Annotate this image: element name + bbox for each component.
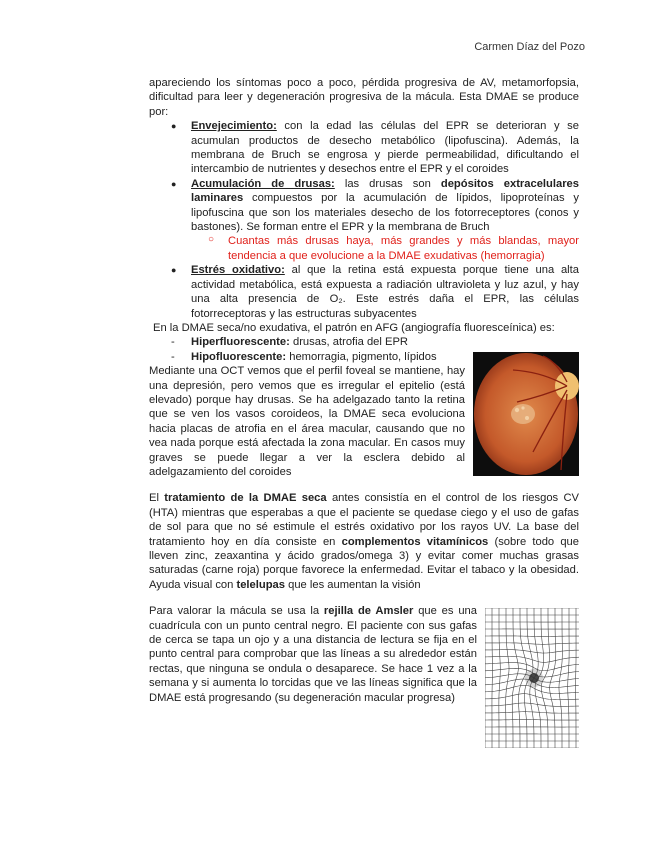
afg-intro: En la DMAE seca/no exudativa, el patrón en AFG (angiografía fluoresceínica) es:	[153, 321, 555, 334]
cause-text: las drusas son	[334, 177, 441, 190]
treatment-paragraph	[149, 491, 579, 592]
cause-drusen	[149, 177, 579, 263]
treatment-bold: tratamiento de la DMAE seca	[164, 492, 327, 505]
cause-bold: depósitos extracelulares laminares	[191, 177, 580, 205]
afg-item	[149, 350, 579, 364]
intro-paragraph: apareciendo los síntomas poco a poco, pérdida progresiva de AV, metamorfopsia, dificultad para leer y degeneración progresiva de la mácula. Esta DMAE se produce por:	[149, 77, 579, 118]
afg-list	[149, 335, 579, 349]
oct-paragraph: Mediante una OCT vemos que el perfil foveal se mantiene, hay una depresión, pero vemos que es irregular el epitelio (está elevado) porque hay drusas. Se ha adelgazado tanto la retina que se ven los vasos coroideos, la DMAE seca evoluciona hacia placas de atrofia en el área macular, causando que no vea nada porque está afectada la zona macular. En casos muy graves se puede llegar a ver la esclera debido al adelgazamiento del coroides	[149, 365, 465, 478]
cause-oxidative	[149, 263, 579, 321]
cause-text: compuestos por la acumulación de lípidos, lipoproteínas y lipofuscina que son los materiales desecho de los fotorreceptores (conos y bastones). Se forman entre el EPR y la membrana de Bruch	[191, 192, 579, 234]
document-body	[149, 76, 579, 748]
afg-item-bold: Hiperfluorescente:	[191, 336, 290, 349]
afg-item-bold: Hipofluorescente:	[191, 350, 287, 363]
drusen-sublist	[191, 234, 579, 263]
cause-aging	[149, 119, 579, 177]
cause-text: con la edad las células del EPR se deterioran y se acumulan productos de desecho metabólico (lipofuscina). Además, la membrana de Bruch se engrosa y pierde permeabilidad, dificultando el intercambio de nutrientes y desechos entre el EPR y el coroides	[191, 120, 579, 176]
afg-item	[149, 335, 579, 349]
afg-item-text: drusas, atrofia del EPR	[289, 336, 409, 349]
amsler-text: que es una cuadrícula con un punto central negro. El paciente con sus gafas de cerca se tapa un ojo y a una distancia de lectura se fija en el punto central para comprobar que las líneas a su alrededor están rectas, que ninguna se ondula o desaparece. Se hace 1 vez a la semana y si aumenta lo torcidas que ve las líneas significa que la DMAE está progresando (su degeneración macular progresa)	[149, 605, 477, 704]
afg-list-continued	[149, 350, 579, 364]
treatment-text: (sobre todo que lleven zinc, zeaxantina y ácido grados/omega 3) y evitar comer muchas grasas saturadas (carne roja) porque favorece la enfermedad. Evitar el tabaco y la obesidad. Ayuda visual con	[149, 535, 579, 591]
amsler-bold: rejilla de Amsler	[323, 605, 414, 618]
treatment-text: que les aumentan la visión	[284, 578, 421, 591]
fundus-photo	[473, 352, 579, 476]
cause-text: al que la retina está expuesta porque tiene una alta actividad metabólica, está expuesta a radiación ultravioleta y luz azul, y hay una alta presencia de O₂. Este estrés daña el EPR, las células fotorreceptoras y las estructuras subyacentes	[191, 264, 580, 320]
treatment-text: El	[149, 492, 165, 505]
treatment-bold: complementos vitamínicos	[341, 535, 489, 548]
afg-item-text: hemorragia, pigmento, lípidos	[286, 350, 437, 363]
treatment-text: antes consistía en el control de los riesgos CV (HTA) mientras que esperabas a que el paciente se quedase ciego y el uso de gafas de sol para que no sé estimule el estrés oxidativo por los rayos UV. La base del tratamiento hoy en día consiste en	[149, 492, 580, 548]
drusen-note: ○ Cuantas más drusas haya, más grandes y más blandas, mayor tendencia a que evolucione a la DMAE exudativas (hemorragia)	[191, 234, 579, 263]
causes-list	[149, 119, 579, 321]
amsler-text: Para valorar la mácula se usa la	[149, 605, 324, 618]
cause-title: Estrés oxidativo:	[191, 264, 285, 277]
cause-title: Acumulación de drusas:	[191, 177, 335, 190]
header-author: Carmen Díaz del Pozo	[474, 41, 585, 53]
amsler-grid-image	[485, 608, 579, 748]
treatment-bold: telelupas	[236, 578, 285, 591]
cause-title: Envejecimiento:	[191, 120, 277, 133]
